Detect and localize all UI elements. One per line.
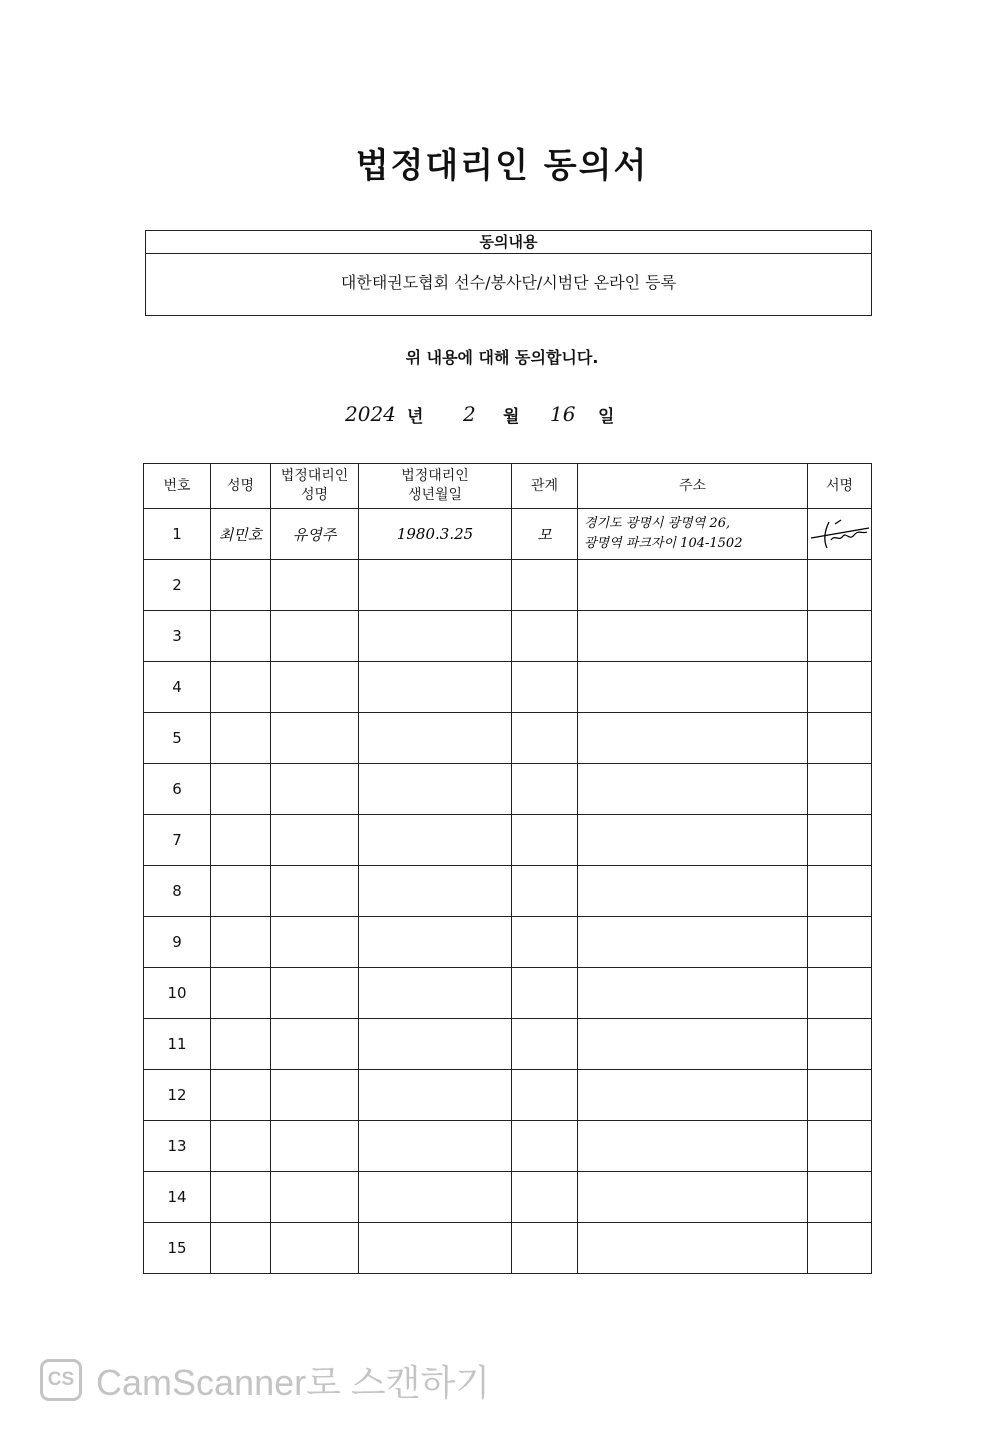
empty-cell — [211, 560, 271, 611]
empty-cell — [578, 866, 808, 917]
empty-cell — [808, 866, 872, 917]
empty-cell — [359, 560, 512, 611]
table-row — [144, 968, 872, 1019]
row-number: 15 — [144, 1223, 211, 1274]
empty-cell — [512, 917, 578, 968]
table-row — [144, 662, 872, 713]
row-number: 6 — [144, 764, 211, 815]
empty-cell — [808, 1019, 872, 1070]
empty-cell — [211, 1019, 271, 1070]
empty-cell — [578, 764, 808, 815]
empty-cell — [359, 1223, 512, 1274]
empty-cell — [808, 560, 872, 611]
empty-cell — [578, 1019, 808, 1070]
header-guardian-name-line2: 성명 — [300, 487, 329, 503]
agreement-statement: 위 내용에 대해 동의합니다. — [405, 348, 599, 367]
empty-cell — [211, 1223, 271, 1274]
empty-cell — [359, 1172, 512, 1223]
empty-cell — [211, 713, 271, 764]
empty-cell — [359, 713, 512, 764]
empty-cell — [271, 764, 359, 815]
header-guardian-name-line1: 법정대리인 — [280, 468, 349, 484]
empty-cell — [211, 1172, 271, 1223]
empty-cell — [271, 968, 359, 1019]
row-number: 4 — [144, 662, 211, 713]
empty-cell — [271, 917, 359, 968]
empty-cell — [211, 611, 271, 662]
header-number: 번호 — [144, 464, 211, 509]
empty-cell — [808, 764, 872, 815]
header-guardian-birth — [359, 464, 512, 509]
empty-cell — [512, 1223, 578, 1274]
empty-cell — [271, 1223, 359, 1274]
empty-cell — [808, 917, 872, 968]
empty-cell — [808, 815, 872, 866]
empty-cell — [271, 866, 359, 917]
date-month: 2 — [463, 402, 476, 426]
camscanner-watermark — [40, 1356, 490, 1404]
empty-cell — [808, 662, 872, 713]
header-name: 성명 — [211, 464, 271, 509]
empty-cell — [808, 611, 872, 662]
row-number: 11 — [144, 1019, 211, 1070]
empty-cell — [512, 968, 578, 1019]
table-row — [144, 509, 872, 560]
document-title: 법정대리인 동의서 — [355, 146, 649, 186]
empty-cell — [512, 866, 578, 917]
empty-cell — [808, 1070, 872, 1121]
table-header-row — [144, 464, 872, 509]
row-number: 14 — [144, 1172, 211, 1223]
row-number: 9 — [144, 917, 211, 968]
empty-cell — [271, 611, 359, 662]
empty-cell — [211, 917, 271, 968]
table-row — [144, 1121, 872, 1172]
empty-cell — [512, 764, 578, 815]
consent-header: 동의내용 — [146, 231, 871, 254]
empty-cell — [578, 662, 808, 713]
table-row — [144, 611, 872, 662]
table-row — [144, 815, 872, 866]
empty-cell — [211, 968, 271, 1019]
entry-name: 최민호 — [211, 509, 271, 560]
header-signature: 서명 — [808, 464, 872, 509]
empty-cell — [359, 1019, 512, 1070]
empty-cell — [512, 1172, 578, 1223]
empty-cell — [359, 1070, 512, 1121]
empty-cell — [271, 662, 359, 713]
empty-cell — [211, 815, 271, 866]
empty-cell — [578, 713, 808, 764]
table-row — [144, 713, 872, 764]
row-number: 13 — [144, 1121, 211, 1172]
empty-cell — [271, 713, 359, 764]
empty-cell — [808, 1172, 872, 1223]
entry-address-line1: 경기도 광명시 광명역 26, — [584, 516, 731, 531]
empty-cell — [512, 662, 578, 713]
empty-cell — [578, 1223, 808, 1274]
date-day-label: 일 — [598, 407, 615, 427]
date-year-label: 년 — [407, 407, 424, 427]
row-number: 5 — [144, 713, 211, 764]
row-number: 8 — [144, 866, 211, 917]
header-guardian-name — [271, 464, 359, 509]
empty-cell — [578, 1070, 808, 1121]
table-row — [144, 1019, 872, 1070]
header-guardian-birth-line2: 생년월일 — [407, 487, 463, 503]
header-address: 주소 — [578, 464, 808, 509]
empty-cell — [808, 968, 872, 1019]
table-row — [144, 764, 872, 815]
empty-cell — [359, 866, 512, 917]
empty-cell — [808, 713, 872, 764]
empty-cell — [512, 1019, 578, 1070]
entry-guardian-name: 유영주 — [271, 509, 359, 560]
empty-cell — [359, 917, 512, 968]
table-row — [144, 866, 872, 917]
empty-cell — [512, 1070, 578, 1121]
empty-cell — [211, 764, 271, 815]
consent-content: 대한태권도협회 선수/봉사단/시범단 온라인 등록 — [340, 273, 677, 292]
entry-address-line2: 광명역 파크자이 104-1502 — [584, 536, 743, 551]
empty-cell — [359, 611, 512, 662]
empty-cell — [271, 1121, 359, 1172]
table-row — [144, 560, 872, 611]
empty-cell — [512, 560, 578, 611]
empty-cell — [578, 560, 808, 611]
table-row — [144, 1172, 872, 1223]
header-relation: 관계 — [512, 464, 578, 509]
table-row — [144, 917, 872, 968]
empty-cell — [359, 764, 512, 815]
empty-cell — [512, 1121, 578, 1172]
empty-cell — [359, 968, 512, 1019]
empty-cell — [211, 1070, 271, 1121]
date-day: 16 — [550, 402, 576, 426]
empty-cell — [512, 815, 578, 866]
table-row — [144, 1070, 872, 1121]
empty-cell — [578, 917, 808, 968]
empty-cell — [808, 1223, 872, 1274]
empty-cell — [512, 713, 578, 764]
empty-cell — [578, 1172, 808, 1223]
entry-signature — [808, 509, 872, 560]
empty-cell — [271, 560, 359, 611]
guardian-table — [143, 463, 872, 1274]
camscanner-text: CamScanner로 스캔하기 — [96, 1361, 490, 1403]
empty-cell — [359, 815, 512, 866]
empty-cell — [512, 611, 578, 662]
table-row — [144, 1223, 872, 1274]
date-month-label: 월 — [503, 407, 520, 427]
entry-relation: 모 — [512, 509, 578, 560]
empty-cell — [271, 1019, 359, 1070]
row-number: 12 — [144, 1070, 211, 1121]
consent-box — [145, 230, 872, 316]
empty-cell — [808, 1121, 872, 1172]
date-year: 2024 — [345, 402, 396, 426]
row-number: 1 — [144, 509, 211, 560]
row-number: 2 — [144, 560, 211, 611]
camscanner-logo-icon: CS — [40, 1359, 82, 1401]
signature-image — [809, 516, 871, 552]
empty-cell — [578, 968, 808, 1019]
entry-guardian-birth: 1980.3.25 — [359, 509, 512, 560]
empty-cell — [359, 1121, 512, 1172]
empty-cell — [578, 1121, 808, 1172]
empty-cell — [271, 1172, 359, 1223]
header-guardian-birth-line1: 법정대리인 — [401, 468, 469, 484]
empty-cell — [578, 611, 808, 662]
empty-cell — [271, 1070, 359, 1121]
date-line — [345, 398, 665, 430]
empty-cell — [271, 815, 359, 866]
row-number: 7 — [144, 815, 211, 866]
empty-cell — [578, 815, 808, 866]
empty-cell — [211, 662, 271, 713]
empty-cell — [211, 866, 271, 917]
empty-cell — [211, 1121, 271, 1172]
empty-cell — [359, 662, 512, 713]
entry-address — [578, 509, 808, 560]
row-number: 10 — [144, 968, 211, 1019]
row-number: 3 — [144, 611, 211, 662]
